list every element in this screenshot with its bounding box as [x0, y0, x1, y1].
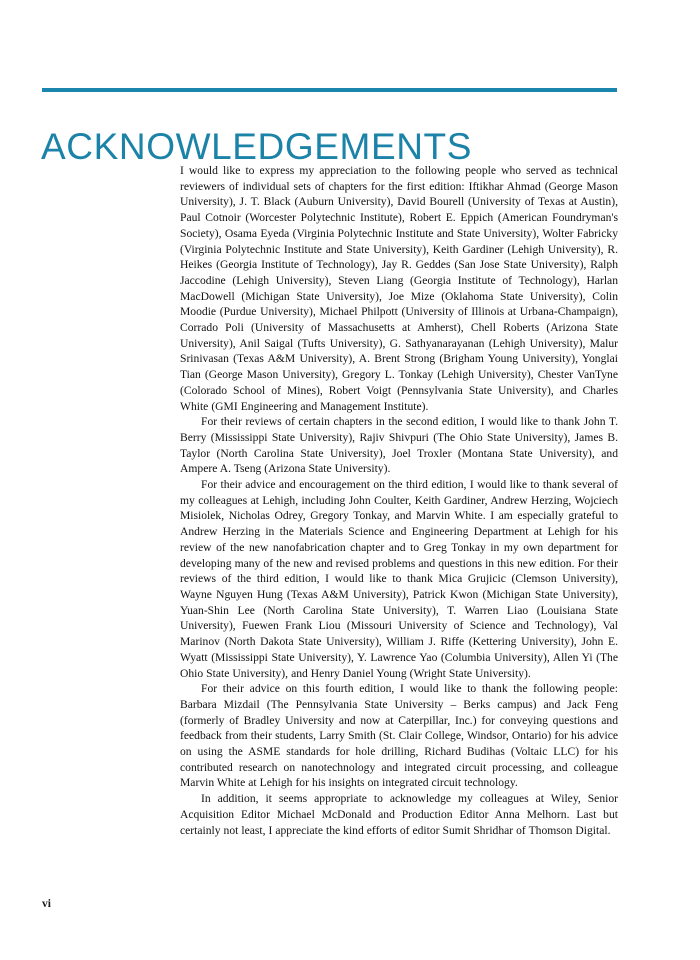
page-number: vi: [42, 898, 51, 910]
body-text: [180, 163, 618, 838]
paragraph-3: For their advice and encouragement on the third edition, I would like to thank several of my colleagues at Lehigh, including John Coulter, Keith Gardiner, Andrew Herzing, Wojciech Misiolek, Nicholas Odrey, Gregory Tonkay, and Marvin White. I am especially grateful to Andrew Herzing in the Materials Science and Engineering Department at Lehigh for his review of the new nanofabrication chapter and to Greg Tonkay in my own department for developing many of the new and revised problems and questions in this new edition. For their reviews of the third edition, I would like to thank Mica Grujicic (Clemson University), Wayne Nguyen Hung (Texas A&M University), Patrick Kwon (Michigan State University), Yuan-Shin Lee (North Carolina State University), T. Warren Liao (Louisiana State University), Fuewen Frank Liou (Missouri University of Science and Technology), Val Marinov (North Dakota State University), William J. Riffe (Kettering University), John E. Wyatt (Mississippi State University), Y. Lawrence Yao (Columbia University), Allen Yi (The Ohio State University), and Henry Daniel Young (Wright State University).: [180, 478, 618, 680]
page-title: ACKNOWLEDGEMENTS: [41, 125, 473, 167]
paragraph-1: I would like to express my appreciation to the following people who served as technical reviewers of individual sets of chapters for the first edition: Iftikhar Ahmad (George Mason University), J. T. Black (Auburn University), David Bourell (University of Texas at Austin), Paul Cotnoir (Worcester Polytechnic Institute), Robert E. Eppich (American Foundryman's Society), Osama Eyeda (Virginia Polytechnic Institute and State University), Wolter Fabricky (Virginia Polytechnic Institute and State University), Keith Gardiner (Lehigh University), R. Heikes (Georgia Institute of Technology), Jay R. Geddes (San Jose State University), Ralph Jaccodine (Lehigh University), Steven Liang (Georgia Institute of Technology), Harlan MacDowell (Michigan State University), Joe Mize (Oklahoma State University), Colin Moodie (Purdue University), Michael Philpott (University of Illinois at Urbana-Champaign), Corrado Poli (University of Massachusetts at Amherst), Chell Roberts (Arizona State University), Anil Saigal (Tufts University), G. Sathyanarayanan (Lehigh University), Malur Srinivasan (Texas A&M University), A. Brent Strong (Brigham Young University), Yonglai Tian (George Mason University), Gregory L. Tonkay (Lehigh University), Chester VanTyne (Colorado School of Mines), Robert Voigt (Pennsylvania State University), and Charles White (GMI Engineering and Management Institute).: [180, 164, 618, 413]
paragraph-5: In addition, it seems appropriate to acknowledge my colleagues at Wiley, Senior Acquisition Editor Michael McDonald and Production Editor Anna Melhorn. Last but certainly not least, I appreciate the kind efforts of editor Sumit Shridhar of Thomson Digital.: [180, 792, 618, 837]
chapter-title-rule: [42, 88, 617, 92]
paragraph-4: For their advice on this fourth edition, I would like to thank the following people: Barbara Mizdail (The Pennsylvania State University – Berks campus) and Jack Feng (formerly of Bradley University and now at Caterpillar, Inc.) for conveying questions and feedback from their students, Larry Smith (St. Clair College, Windsor, Ontario) for his advice on using the ASME standards for hole drilling, Richard Budihas (Voltaic LLC) for his contributed research on nanotechnology and integrated circuit processing, and colleague Marvin White at Lehigh for his insights on integrated circuit technology.: [180, 682, 618, 790]
paragraph-2: For their reviews of certain chapters in the second edition, I would like to thank John T. Berry (Mississippi State University), Rajiv Shivpuri (The Ohio State University), James B. Taylor (North Carolina State University), Joel Troxler (Montana State University), and Ampere A. Tseng (Arizona State University).: [180, 415, 618, 476]
